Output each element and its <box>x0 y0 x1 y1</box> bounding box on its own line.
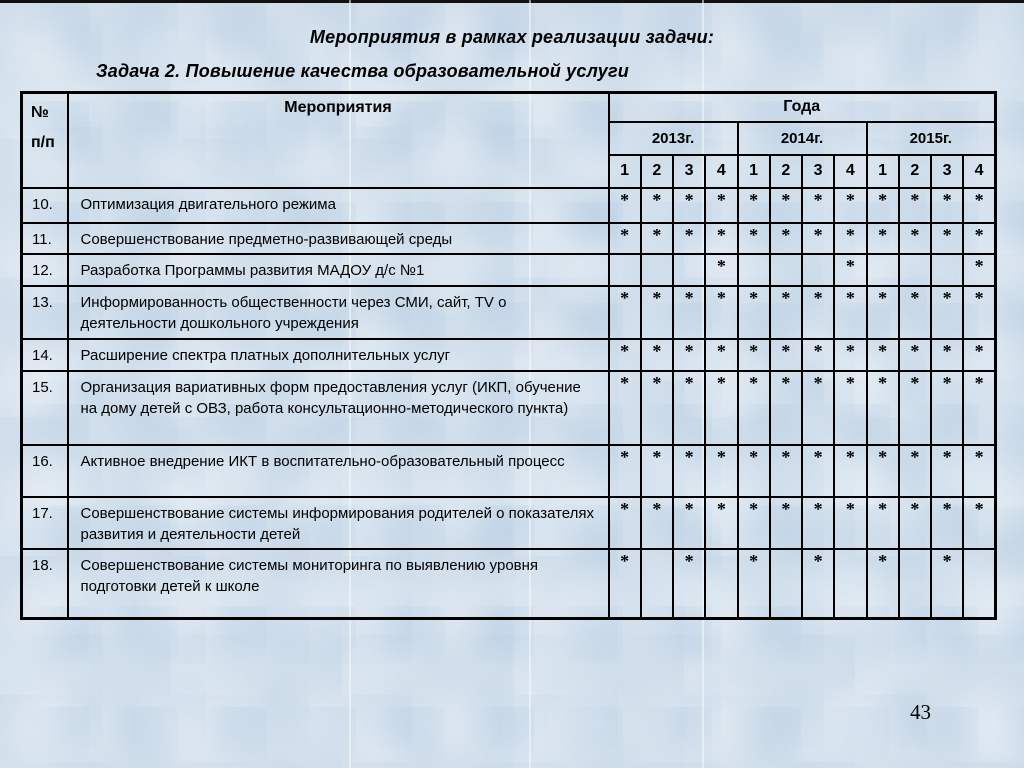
col-header-quarter: 3 <box>802 155 834 188</box>
mark-cell: * <box>899 286 931 339</box>
mark-cell: * <box>867 497 899 549</box>
activity-text: Оптимизация двигательного режима <box>68 188 609 223</box>
mark-cell: * <box>834 497 866 549</box>
activity-text: Совершенствование системы мониторинга по выявлению уровня подготовки детей к школе <box>68 549 609 619</box>
mark-cell: * <box>963 223 995 254</box>
mark-cell: * <box>673 339 705 371</box>
mark-cell: * <box>963 371 995 445</box>
activity-text: Совершенствование системы информирования родителей о показателях развития и деятельности детей <box>68 497 609 549</box>
mark-cell: * <box>963 339 995 371</box>
num-header-line2: п/п <box>31 134 55 151</box>
mark-cell: * <box>609 445 641 497</box>
row-number: 13. <box>22 286 68 339</box>
mark-cell: * <box>963 188 995 223</box>
mark-cell: * <box>834 223 866 254</box>
mark-cell <box>609 254 641 286</box>
mark-cell: * <box>738 549 770 619</box>
activity-text: Совершенствование предметно-развивающей среды <box>68 223 609 254</box>
mark-cell: * <box>738 339 770 371</box>
mark-cell: * <box>802 497 834 549</box>
activity-text: Расширение спектра платных дополнительных услуг <box>68 339 609 371</box>
mark-cell: * <box>705 223 737 254</box>
mark-cell: * <box>867 188 899 223</box>
table-row <box>22 497 996 549</box>
table-row <box>22 188 996 223</box>
mark-cell: * <box>931 188 963 223</box>
mark-cell: * <box>867 286 899 339</box>
mark-cell: * <box>673 223 705 254</box>
mark-cell: * <box>867 371 899 445</box>
mark-cell: * <box>770 371 802 445</box>
mark-cell: * <box>705 188 737 223</box>
row-number: 18. <box>22 549 68 619</box>
mark-cell: * <box>705 497 737 549</box>
col-header-quarter: 2 <box>641 155 673 188</box>
col-header-year-2015: 2015г. <box>867 122 996 155</box>
activities-table <box>20 91 997 620</box>
activity-text: Информированность общественности через СМИ, сайт, TV о деятельности дошкольного учреждения <box>68 286 609 339</box>
mark-cell: * <box>899 223 931 254</box>
mark-cell: * <box>770 223 802 254</box>
activity-text: Активное внедрение ИКТ в воспитательно-образовательный процесс <box>68 445 609 497</box>
mark-cell: * <box>609 497 641 549</box>
row-number: 14. <box>22 339 68 371</box>
mark-cell: * <box>834 188 866 223</box>
mark-cell: * <box>899 445 931 497</box>
activity-text: Организация вариативных форм предоставления услуг (ИКП, обучение на дому детей с ОВЗ, работа консультационно-методического пункта) <box>68 371 609 445</box>
slide-top-border <box>0 0 1024 3</box>
mark-cell: * <box>834 445 866 497</box>
col-header-quarter: 2 <box>899 155 931 188</box>
col-header-quarter: 4 <box>963 155 995 188</box>
activities-table-wrapper <box>20 91 997 620</box>
row-number: 12. <box>22 254 68 286</box>
mark-cell <box>770 254 802 286</box>
mark-cell: * <box>867 223 899 254</box>
row-number: 11. <box>22 223 68 254</box>
mark-cell: * <box>609 371 641 445</box>
mark-cell <box>641 254 673 286</box>
mark-cell: * <box>770 188 802 223</box>
mark-cell: * <box>834 254 866 286</box>
mark-cell: * <box>770 445 802 497</box>
mark-cell: * <box>705 286 737 339</box>
mark-cell <box>867 254 899 286</box>
mark-cell: * <box>738 371 770 445</box>
mark-cell <box>705 549 737 619</box>
mark-cell: * <box>641 188 673 223</box>
mark-cell <box>834 549 866 619</box>
col-header-quarter: 4 <box>834 155 866 188</box>
mark-cell: * <box>738 286 770 339</box>
col-header-activities: Мероприятия <box>68 93 609 188</box>
mark-cell: * <box>770 497 802 549</box>
mark-cell: * <box>673 188 705 223</box>
mark-cell: * <box>899 371 931 445</box>
mark-cell: * <box>673 286 705 339</box>
mark-cell: * <box>738 497 770 549</box>
mark-cell: * <box>705 254 737 286</box>
mark-cell: * <box>673 371 705 445</box>
mark-cell: * <box>931 371 963 445</box>
mark-cell: * <box>673 497 705 549</box>
mark-cell: * <box>931 339 963 371</box>
mark-cell <box>673 254 705 286</box>
col-header-quarter: 3 <box>931 155 963 188</box>
mark-cell: * <box>641 497 673 549</box>
mark-cell: * <box>867 549 899 619</box>
col-header-quarter: 3 <box>673 155 705 188</box>
mark-cell: * <box>641 371 673 445</box>
mark-cell: * <box>963 254 995 286</box>
mark-cell: * <box>867 445 899 497</box>
mark-cell: * <box>673 549 705 619</box>
mark-cell: * <box>802 286 834 339</box>
mark-cell: * <box>738 445 770 497</box>
table-row <box>22 339 996 371</box>
mark-cell: * <box>641 286 673 339</box>
mark-cell: * <box>738 223 770 254</box>
row-number: 17. <box>22 497 68 549</box>
col-header-quarter: 4 <box>705 155 737 188</box>
mark-cell: * <box>738 188 770 223</box>
mark-cell: * <box>931 286 963 339</box>
mark-cell: * <box>802 339 834 371</box>
page-number: 43 <box>910 700 931 724</box>
table-row <box>22 445 996 497</box>
mark-cell <box>931 254 963 286</box>
col-header-quarter: 1 <box>738 155 770 188</box>
mark-cell: * <box>609 188 641 223</box>
mark-cell: * <box>705 339 737 371</box>
mark-cell: * <box>931 445 963 497</box>
table-row <box>22 549 996 619</box>
mark-cell: * <box>609 549 641 619</box>
mark-cell: * <box>899 339 931 371</box>
mark-cell: * <box>705 371 737 445</box>
col-header-quarter: 1 <box>867 155 899 188</box>
mark-cell: * <box>641 339 673 371</box>
mark-cell: * <box>931 223 963 254</box>
mark-cell: * <box>834 339 866 371</box>
mark-cell: * <box>705 445 737 497</box>
mark-cell: * <box>641 223 673 254</box>
slide-subtitle: Задача 2. Повышение качества образовательной услуги <box>96 61 629 81</box>
mark-cell: * <box>931 549 963 619</box>
mark-cell: * <box>899 188 931 223</box>
table-row <box>22 286 996 339</box>
mark-cell: * <box>641 445 673 497</box>
mark-cell: * <box>770 286 802 339</box>
mark-cell: * <box>609 339 641 371</box>
row-number: 16. <box>22 445 68 497</box>
mark-cell <box>899 254 931 286</box>
mark-cell: * <box>802 371 834 445</box>
mark-cell <box>963 549 995 619</box>
mark-cell <box>738 254 770 286</box>
col-header-quarter: 1 <box>609 155 641 188</box>
table-row <box>22 371 996 445</box>
mark-cell: * <box>931 497 963 549</box>
row-number: 15. <box>22 371 68 445</box>
mark-cell: * <box>802 188 834 223</box>
mark-cell: * <box>802 549 834 619</box>
slide-title: Мероприятия в рамках реализации задачи: <box>309 27 715 47</box>
mark-cell: * <box>834 286 866 339</box>
mark-cell <box>899 549 931 619</box>
mark-cell: * <box>802 445 834 497</box>
mark-cell: * <box>834 371 866 445</box>
col-header-year-2014: 2014г. <box>738 122 867 155</box>
activity-text: Разработка Программы развития МАДОУ д/с №1 <box>68 254 609 286</box>
num-header-line1: № <box>31 104 49 121</box>
mark-cell: * <box>963 445 995 497</box>
mark-cell <box>641 549 673 619</box>
col-header-number <box>22 93 68 188</box>
mark-cell: * <box>609 286 641 339</box>
mark-cell: * <box>963 286 995 339</box>
mark-cell: * <box>673 445 705 497</box>
col-header-years-group: Года <box>609 93 996 122</box>
mark-cell: * <box>770 339 802 371</box>
mark-cell: * <box>963 497 995 549</box>
mark-cell: * <box>899 497 931 549</box>
mark-cell <box>802 254 834 286</box>
table-row <box>22 254 996 286</box>
mark-cell: * <box>867 339 899 371</box>
table-row <box>22 223 996 254</box>
col-header-quarter: 2 <box>770 155 802 188</box>
mark-cell: * <box>609 223 641 254</box>
col-header-year-2013: 2013г. <box>609 122 738 155</box>
mark-cell: * <box>802 223 834 254</box>
row-number: 10. <box>22 188 68 223</box>
mark-cell <box>770 549 802 619</box>
header-row-group <box>22 93 996 122</box>
